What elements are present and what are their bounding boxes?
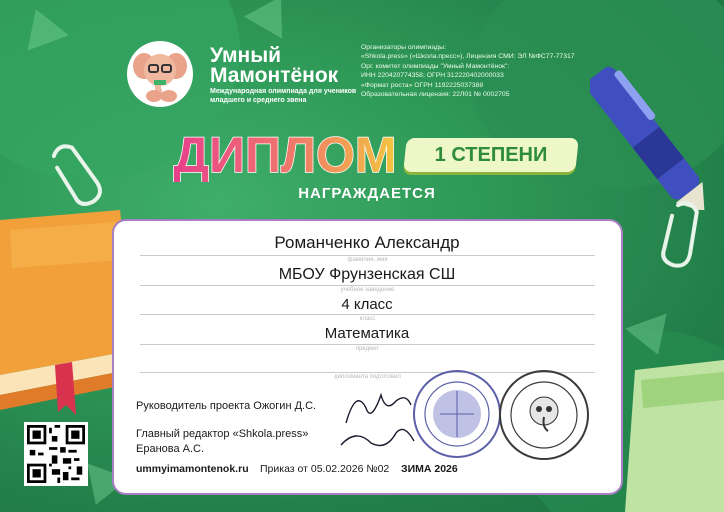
awarded-label: НАГРАЖДАЕТСЯ — [298, 185, 436, 202]
divider-line — [140, 285, 595, 286]
season-label: ЗИМА 2026 — [401, 463, 458, 475]
teacher-caption: дипломанта подготовил — [334, 374, 401, 380]
subject-caption: предмет — [355, 346, 380, 352]
organizers-line: «Формат роста» ОГРН 1192225037388 — [361, 81, 484, 89]
logo-title — [210, 46, 338, 86]
project-lead: Руководитель проекта Ожогин Д.С. — [136, 400, 317, 412]
certificate-card — [112, 219, 623, 495]
qr-code[interactable] — [24, 422, 88, 486]
diploma-heading — [170, 126, 400, 182]
logo-title-line1: Умный — [210, 44, 282, 67]
organizers-line: «Shkola.press» («Школа.пресс»), Лицензия СМИ: ЭЛ №ФС77-77317 — [361, 53, 575, 61]
divider-line — [140, 255, 595, 256]
grade-value: 4 класс — [341, 296, 393, 313]
organizers-line: Орг. комитет олимпиады "Умный Мамонтёнок": — [361, 62, 510, 70]
grade-caption: класс — [359, 316, 376, 322]
editor-name: Еранова А.С. — [136, 443, 205, 455]
recipient-name: Романченко Александр — [274, 233, 460, 252]
notebook-illustration — [625, 360, 724, 512]
organizers-line: Образовательная лицензия: 22Л01 № 0002705 — [361, 91, 510, 99]
organizers-line: ИНН 220420774358; ОГРН 312220402000033 — [361, 72, 504, 80]
website-link[interactable]: ummyimamontenok.ru — [136, 463, 249, 475]
school-name: МБОУ Фрунзенская СШ — [278, 266, 456, 283]
school-caption: учебное заведение — [340, 287, 395, 293]
order-number: Приказ от 05.02.2026 №02 — [260, 463, 390, 475]
degree-label: 1 СТЕПЕНИ — [434, 144, 548, 166]
decor-triangle — [244, 0, 300, 39]
divider-line — [140, 344, 595, 345]
recipient-name-caption: фамилия, имя — [347, 257, 388, 263]
divider-line — [140, 314, 595, 315]
subject-value: Математика — [324, 325, 410, 342]
signature — [336, 383, 416, 453]
organizers-info — [361, 43, 641, 99]
logo-title-line2: Мамонтёнок — [210, 64, 339, 87]
logo-subtitle: Международная олимпиада для учеников младшего и среднего звена — [210, 88, 357, 104]
organization-stamp — [412, 369, 502, 459]
chief-editor: Главный редактор «Shkola.press» — [136, 428, 309, 440]
diploma-heading-text: ДИПЛОМ — [173, 127, 397, 182]
olympiad-stamp — [498, 369, 590, 461]
degree-badge — [403, 138, 579, 172]
organizers-line: Организаторы олимпиады: — [361, 44, 446, 51]
paperclip-icon — [52, 140, 102, 210]
mammoth-logo — [124, 40, 196, 108]
paperclip-icon — [656, 200, 706, 270]
